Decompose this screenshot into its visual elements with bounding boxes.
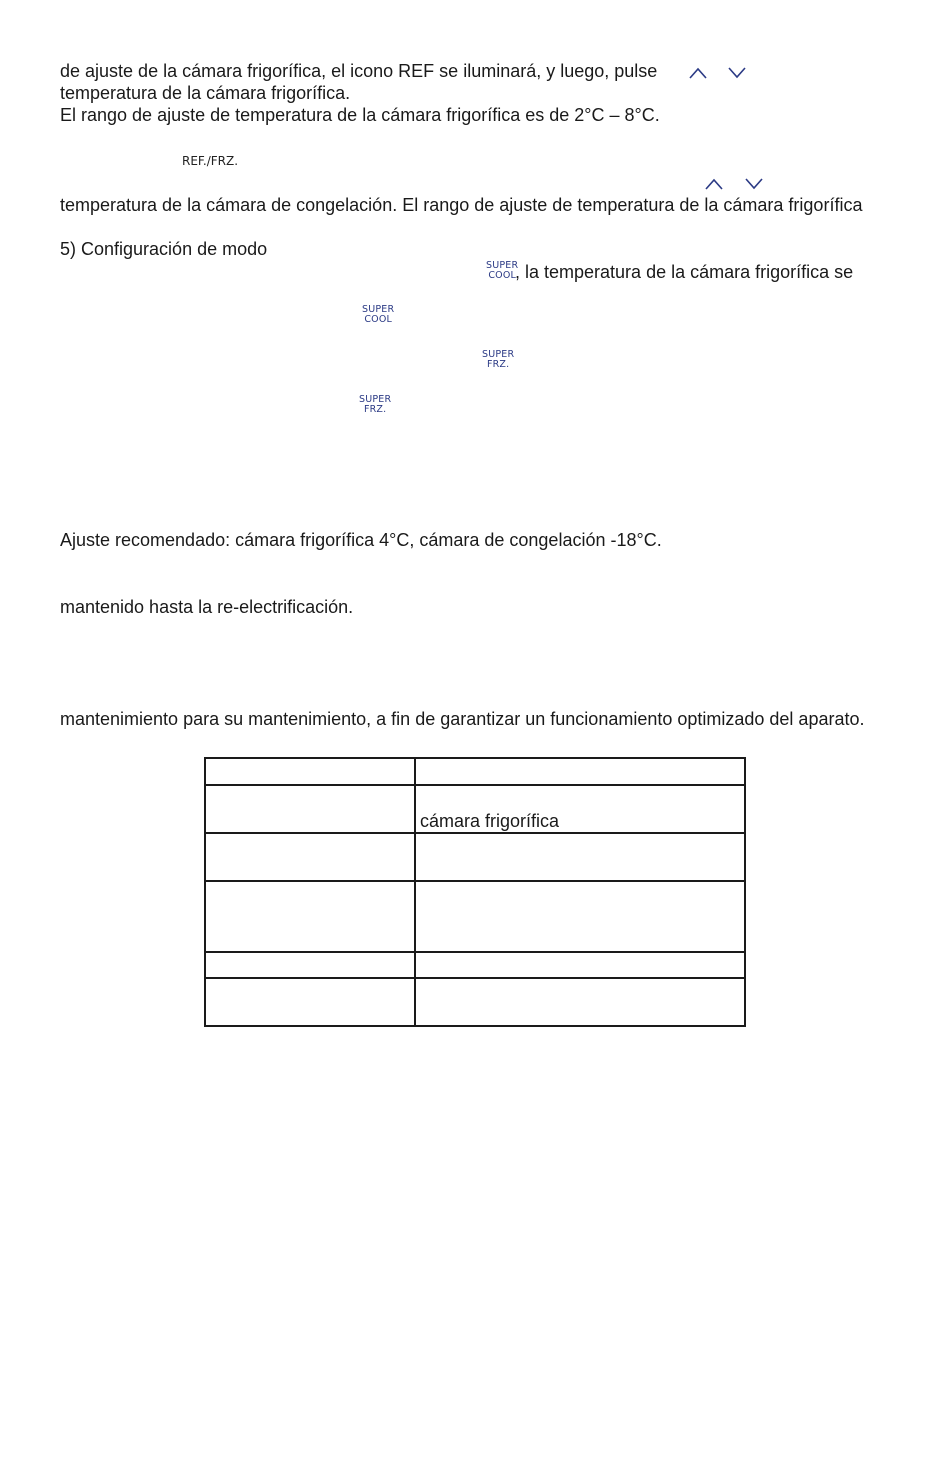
super-cool-label-bottom: COOL xyxy=(364,314,392,325)
table-cell xyxy=(415,978,745,1026)
chevron-down-icon xyxy=(744,177,764,191)
super-frz-label xyxy=(359,395,391,415)
table-row xyxy=(205,881,745,952)
spec-table xyxy=(204,757,746,1027)
paragraph-line: El rango de ajuste de temperatura de la cámara frigorífica es de 2°C – 8°C. xyxy=(60,105,660,125)
table-cell xyxy=(415,758,745,785)
paragraph-line: mantenimiento para su mantenimiento, a fin de garantizar un funcionamiento optimizado del aparato. xyxy=(60,709,865,729)
paragraph-line: temperatura de la cámara frigorífica. xyxy=(60,83,351,103)
paragraph-line: mantenido hasta la re-electrificación. xyxy=(60,597,354,617)
chevron-down-icon xyxy=(727,66,747,80)
super-cool-label-top: SUPER xyxy=(486,260,519,271)
super-frz-label xyxy=(482,350,514,370)
chevron-up-icon xyxy=(704,177,724,191)
table-row xyxy=(205,978,745,1026)
chevron-up-icon xyxy=(688,66,708,80)
section-heading: 5) Configuración de modo xyxy=(60,239,268,259)
recommended-setting-text: Ajuste recomendado: cámara frigorífica 4°C, cámara de congelación -18°C. xyxy=(60,530,662,550)
table-cell xyxy=(205,881,415,952)
super-frz-label-top: SUPER xyxy=(482,349,515,360)
paragraph-line: temperatura de la cámara de congelación. El rango de ajuste de temperatura de la cámara frigorífica xyxy=(60,195,863,215)
super-cool-label xyxy=(486,261,518,281)
table-row xyxy=(205,785,745,833)
table-cell xyxy=(415,952,745,978)
paragraph-line: , la temperatura de la cámara frigorífica se xyxy=(515,262,854,282)
table-row xyxy=(205,952,745,978)
super-cool-label-bottom: COOL xyxy=(488,270,516,281)
table-cell xyxy=(205,952,415,978)
super-cool-label xyxy=(362,305,394,325)
table-cell: cámara frigorífica xyxy=(415,785,745,833)
table-cell xyxy=(205,978,415,1026)
table-cell xyxy=(205,833,415,881)
table-row xyxy=(205,833,745,881)
super-frz-label-bottom: FRZ. xyxy=(486,359,510,370)
super-cool-label-top: SUPER xyxy=(362,304,395,315)
table-cell xyxy=(205,785,415,833)
paragraph-line: de ajuste de la cámara frigorífica, el icono REF se iluminará, y luego, pulse xyxy=(60,61,658,81)
super-frz-label-top: SUPER xyxy=(359,394,392,405)
super-frz-label-bottom: FRZ. xyxy=(363,404,387,415)
table-cell xyxy=(205,758,415,785)
table-cell xyxy=(415,881,745,952)
table-cell xyxy=(415,833,745,881)
table-row xyxy=(205,758,745,785)
ref-frz-button-label: REF./FRZ. xyxy=(182,154,239,168)
